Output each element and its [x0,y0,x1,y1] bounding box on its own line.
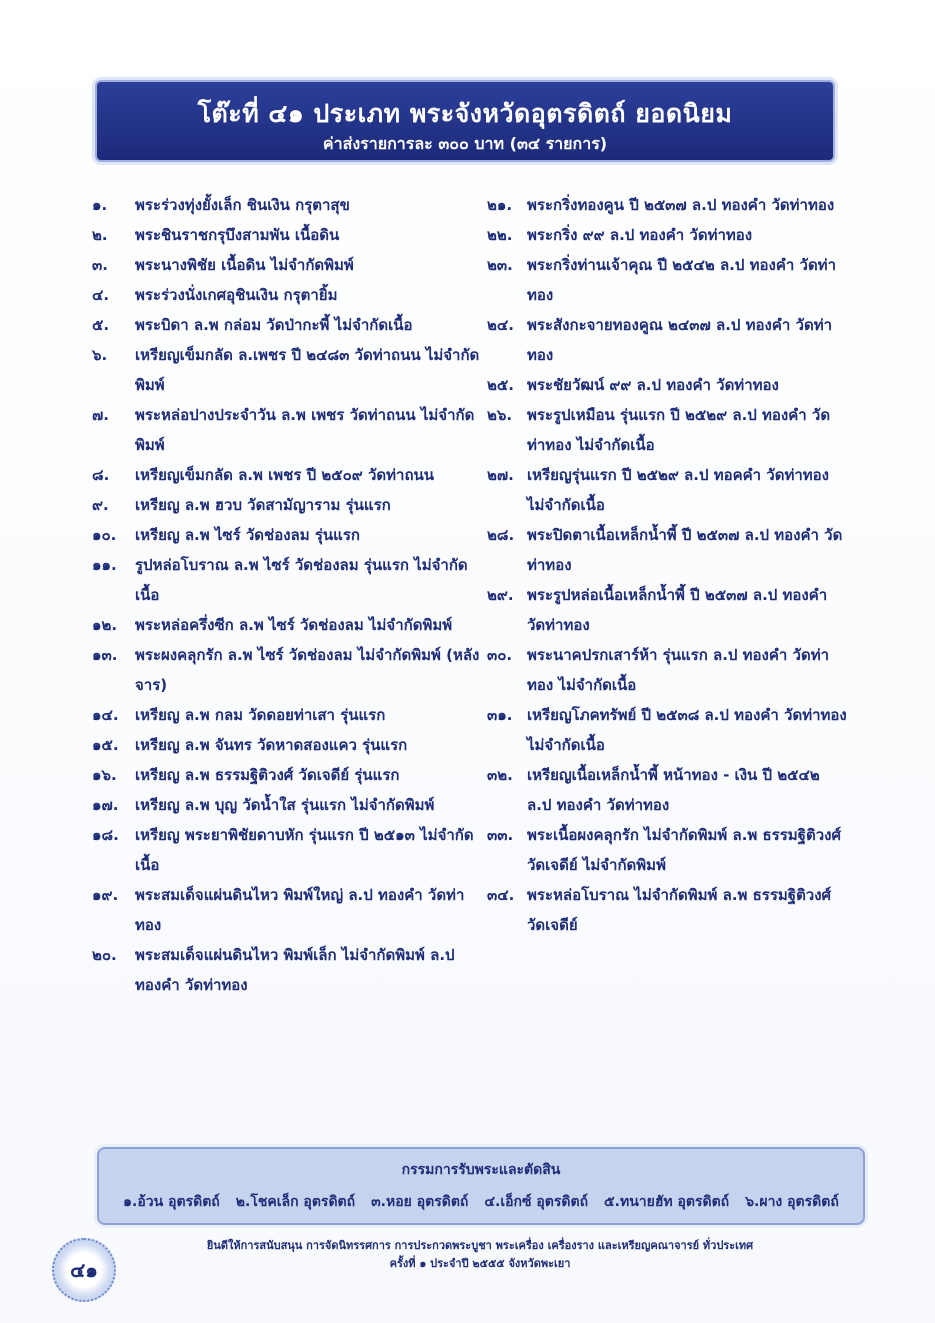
item-text: พระผงคลุกรัก ล.พ ไซร์ วัดช่องลม ไม่จำกัดพิมพ์ (หลังจาร) [135,646,480,694]
item-number: ๖. [92,346,108,364]
footer-line-2: ครั้งที่ ๑ ประจำปี ๒๕๕๕ จังหวัดพะเยา [389,1257,571,1270]
list-item [92,790,482,820]
item-number: ๙. [92,496,109,514]
footer [130,1237,830,1273]
list-item [487,640,847,700]
item-number: ๓๓. [487,826,514,844]
list-item [487,460,847,520]
item-text: พระนางพิชัย เนื้อดิน ไม่จำกัดพิมพ์ [135,256,354,274]
item-text: เหรียญ ล.พ จันทร วัดหาดสองแคว รุ่นแรก [135,736,408,754]
item-number: ๑๖. [92,766,117,784]
item-number: ๑๙. [92,886,119,904]
committee-box [97,1147,865,1225]
committee-member: ๑.อ้วน อุตรดิตถ์ [123,1194,220,1210]
list-item [487,220,847,250]
item-text: เหรียญโภคทรัพย์ ปี ๒๕๓๘ ล.ป ทองคำ วัดท่าทอง ไม่จำกัดเนื้อ [527,706,847,754]
list-item [92,250,482,280]
item-text: เหรียญ ล.พ บุญ วัดน้ำใส รุ่นแรก ไม่จำกัดพิมพ์ [135,796,435,814]
list-item [487,520,847,580]
list-item [92,340,482,400]
list-item [92,490,482,520]
item-number: ๓. [92,256,108,274]
committee-member: ๕.ทนายฮัท อุตรดิตถ์ [604,1194,730,1210]
committee-member: ๓.หอย อุตรดิตถ์ [371,1194,469,1210]
list-item [487,400,847,460]
item-text: พระสังกะจายทองคูณ ๒๔๓๗ ล.ป ทองคำ วัดท่าทอง [527,316,833,364]
item-text: เหรียญ พระยาพิชัยดาบหัก รุ่นแรก ปี ๒๕๑๓ ไม่จำกัดเนื้อ [135,826,474,874]
item-number: ๑๔. [92,706,119,724]
item-number: ๒๙. [487,586,514,604]
item-text: พระร่วงนั่งเกศอุชินเงิน กรุตายิ้ม [135,286,338,304]
item-text: เหรียญ ล.พ กลม วัดดอยท่าเสา รุ่นแรก [135,706,386,724]
list-item [92,880,482,940]
item-text: พระกริ่งทองคูน ปี ๒๕๓๗ ล.ป ทองคำ วัดท่าทอง [527,196,835,214]
item-text: พระกริ่ง ๙๙ ล.ป ทองคำ วัดท่าทอง [527,226,753,244]
item-text: เหรียญเข็มกลัด ล.พ เพชร ปี ๒๕๐๙ วัดท่าถนน [135,466,435,484]
list-item [92,520,482,550]
item-number: ๑๑. [92,556,117,574]
item-number: ๒๘. [487,526,515,544]
item-number: ๑๒. [92,616,118,634]
page-subtitle: ค่าส่งรายการละ ๓๐๐ บาท (๓๔ รายการ) [322,134,608,153]
item-number: ๗. [92,406,109,424]
item-text: พระปิดตาเนื้อเหล็กน้ำพี้ ปี ๒๕๓๗ ล.ป ทองคำ วัดท่าทอง [527,526,843,574]
page-title: โต๊ะที่ ๔๑ ประเภท พระจังหวัดอุตรดิตถ์ ยอดนิยม [197,99,733,128]
list-item [92,730,482,760]
item-number: ๕. [92,316,110,334]
list-item [487,760,847,820]
item-text: เหรียญเนื้อเหล็กน้ำพี้ หน้าทอง - เงิน ปี ๒๕๔๒ ล.ป ทองคำ วัดท่าทอง [527,766,820,814]
item-text: เหรียญ ล.พ ฮวบ วัดสามัญาราม รุ่นแรก [135,496,391,514]
footer-line-1: ยินดีให้การสนับสนุน การจัดนิทรรศการ การประกวดพระบูชา พระเครื่อง เครื่องราง และเหรียญคณาจารย์ ทั่วประเทศ [206,1239,754,1252]
item-number: ๑๗. [92,796,119,814]
item-text: พระหล่อโบราณ ไม่จำกัดพิมพ์ ล.พ ธรรมฐิติวงศ์ วัดเจดีย์ [527,886,832,934]
item-number: ๓๔. [487,886,515,904]
item-text: รูปหล่อโบราณ ล.พ ไซร์ วัดช่องลม รุ่นแรก ไม่จำกัดเนื้อ [135,556,468,604]
committee-member: ๖.ผาง อุตรดิตถ์ [745,1194,839,1210]
item-text: พระรูปเหมือน รุ่นแรก ปี ๒๕๒๙ ล.ป ทองคำ วัดท่าทอง ไม่จำกัดเนื้อ [527,406,831,454]
item-number: ๑๘. [92,826,119,844]
item-number: ๑. [92,196,108,214]
header-banner [95,80,835,162]
item-text: เหรียญเข็มกลัด ล.เพชร ปี ๒๔๘๓ วัดท่าถนน ไม่จำกัดพิมพ์ [135,346,480,394]
item-text: เหรียญ ล.พ ไซร์ วัดช่องลม รุ่นแรก [135,526,360,544]
list-item [92,760,482,790]
list-item [92,190,482,220]
item-number: ๘. [92,466,110,484]
list-item [92,310,482,340]
list-item [92,550,482,610]
item-number: ๑๕. [92,736,119,754]
item-number: ๒๒. [487,226,513,244]
item-number: ๔. [92,286,110,304]
item-list-right [487,190,847,940]
item-number: ๓๐. [487,646,513,664]
item-text: พระรูปหล่อเนื้อเหล็กน้ำพี้ ปี ๒๕๓๗ ล.ป ทองคำ วัดท่าทอง [527,586,828,634]
list-item [92,280,482,310]
item-text: พระเนื้อผงคลุกรัก ไม่จำกัดพิมพ์ ล.พ ธรรมฐิติวงศ์ วัดเจดีย์ ไม่จำกัดพิมพ์ [527,826,841,874]
item-number: ๒๑. [487,196,513,214]
list-item [487,370,847,400]
item-number: ๒๖. [487,406,513,424]
item-number: ๒๐. [92,946,117,964]
item-text: พระชัยวัฒน์ ๙๙ ล.ป ทองคำ วัดท่าทอง [527,376,779,394]
committee-member: ๔.เอ็กซ์ อุตรดิตถ์ [484,1194,589,1210]
list-item [487,250,847,310]
item-number: ๑๓. [92,646,118,664]
item-text: พระบิดา ล.พ กล่อม วัดป่ากะพี้ ไม่จำกัดเนื้อ [135,316,413,334]
list-item [92,220,482,250]
item-text: พระสมเด็จแผ่นดินไหว พิมพ์เล็ก ไม่จำกัดพิมพ์ ล.ป ทองคำ วัดท่าทอง [135,946,455,994]
list-item [487,580,847,640]
list-item [487,190,847,220]
item-text: พระนาคปรกเสาร์ห้า รุ่นแรก ล.ป ทองคำ วัดท่าทอง ไม่จำกัดเนื้อ [527,646,830,694]
list-item [92,460,482,490]
list-item [92,400,482,460]
list-item [487,820,847,880]
item-text: พระหล่อปางประจำวัน ล.พ เพชร วัดท่าถนน ไม่จำกัดพิมพ์ [135,406,475,454]
item-text: พระชินราชกรุบึงสามพัน เนื้อดิน [135,226,340,244]
item-number: ๓๒. [487,766,513,784]
item-number: ๒๓. [487,256,513,274]
list-item [487,700,847,760]
item-text: เหรียญ ล.พ ธรรมฐิติวงศ์ วัดเจดีย์ รุ่นแรก [135,766,400,784]
item-number: ๒. [92,226,108,244]
list-item [487,880,847,940]
committee-title: กรรมการรับพระและตัดสิน [401,1162,561,1178]
item-list-left [92,190,482,1000]
list-item [92,940,482,1000]
item-number: ๒๕. [487,376,514,394]
page-number-badge [52,1238,116,1302]
item-text: พระร่วงทุ่งยั้งเล็ก ชินเงิน กรุตาสุข [135,196,350,214]
list-item [92,640,482,700]
item-number: ๑๐. [92,526,117,544]
list-item [92,610,482,640]
list-item [487,310,847,370]
list-item [92,700,482,730]
committee-member: ๒.โชคเล็ก อุตรดิตถ์ [235,1194,356,1210]
item-number: ๒๗. [487,466,514,484]
list-item [92,820,482,880]
item-text: เหรียญรุ่นแรก ปี ๒๕๒๙ ล.ป ทอคคำ วัดท่าทอง ไม่จำกัดเนื้อ [527,466,829,514]
item-number: ๒๔. [487,316,514,334]
item-text: พระกริ่งท่านเจ้าคุณ ปี ๒๕๔๒ ล.ป ทองคำ วัดท่าทอง [527,256,836,304]
page-number: ๔๑ [70,1258,98,1282]
item-text: พระหล่อครึ่งซีก ล.พ ไซร์ วัดช่องลม ไม่จำกัดพิมพ์ [135,616,453,634]
item-number: ๓๑. [487,706,513,724]
committee-members [99,1191,863,1213]
item-text: พระสมเด็จแผ่นดินไหว พิมพ์ใหญ่ ล.ป ทองคำ วัดท่าทอง [135,886,465,934]
